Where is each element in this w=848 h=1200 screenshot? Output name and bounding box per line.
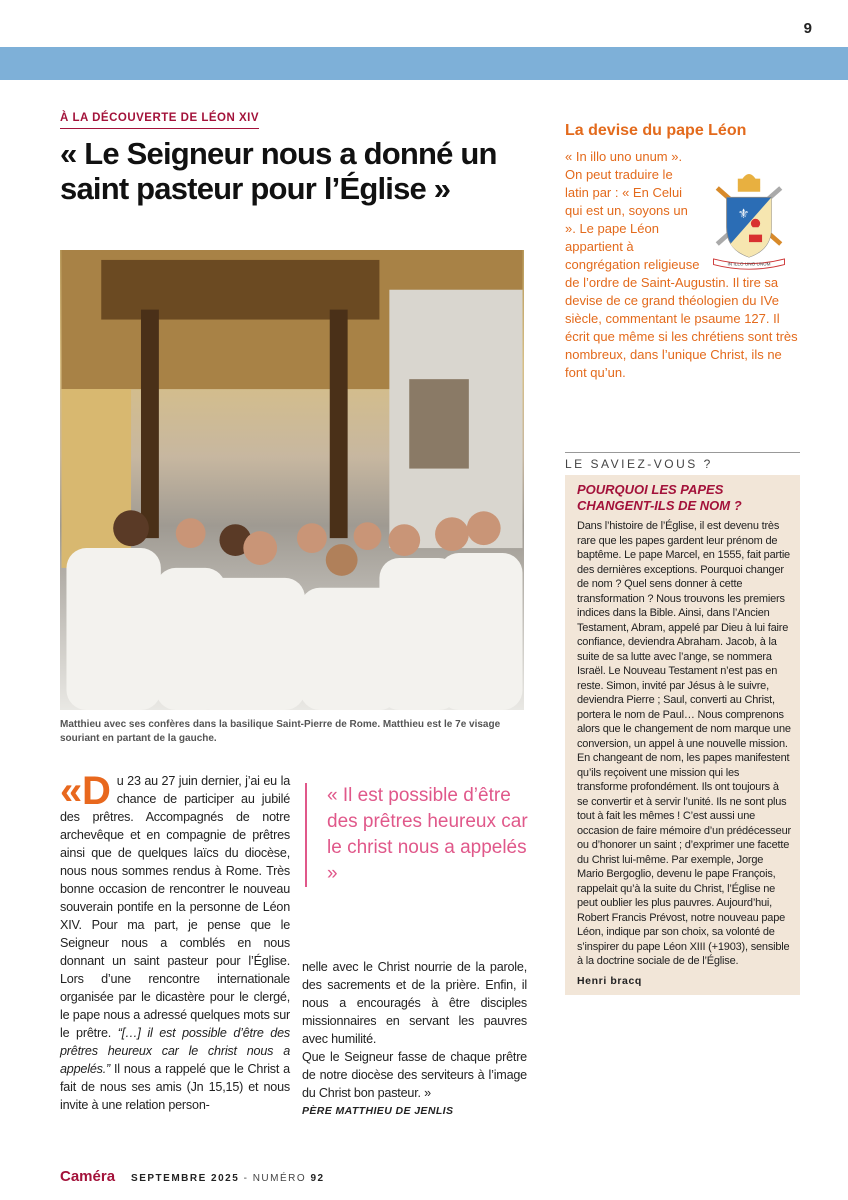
sidebar-author: Henri bracq xyxy=(577,974,642,987)
body-text: u 23 au 27 juin dernier, j’ai eu la chance de participer au jubilé des prêtres. Accompagnés de notre archevêque et en compagnie de prêtres ainsi que de quelques laïcs du diocèse, nous nous sommes rendus à Rome. Très bonne occasion de rencontrer le nouveau souverain pontife en la personne de Léon XIV. Pour ma part, je pense que le Seigneur nous a comblés en nous donnant un saint pasteur pour l’Église. Lors d’une rencontre internationale organisée par le dicastère pour le clergé, le pape nous a adressé quelques mots sur le prêtre. xyxy=(60,774,290,1040)
drop-cap: «D xyxy=(60,769,111,813)
devise-text: « In illo uno unum ». On peut traduire le latin par : « En Celui qui est un, soyons un ». Le pape Léon appartient à congrégation religieuse de l’ordre de Saint-Augustin. Il tire sa devise de ce grand théologien du IVe siècle, commentant le psaume 127. Il écrit que même si les chrétiens sont très nombreux, dans l’unique Christ, ils ne font qu’un. xyxy=(565,149,798,380)
papal-coat-of-arms-icon xyxy=(704,160,794,272)
header-band xyxy=(0,47,848,80)
article-photo xyxy=(60,250,524,710)
devise-title: La devise du pape Léon xyxy=(565,122,747,139)
footer xyxy=(60,1168,325,1185)
svg-text:⚜: ⚜ xyxy=(737,205,750,221)
coat-of-arms-motto: IN ILLO UNO UNUM xyxy=(727,261,771,267)
issue-info xyxy=(131,1173,325,1184)
body-paragraph: Que le Seigneur fasse de chaque prêtre de notre diocèse des serviteurs à l’image du Christ bon pasteur. » xyxy=(302,1050,527,1100)
sidebar-title: POURQUOI LES PAPES CHANGENT-ILS DE NOM ? xyxy=(577,482,742,513)
magazine-brand: Caméra xyxy=(60,1168,116,1185)
sidebar-label: LE SAVIEZ-VOUS ? xyxy=(565,457,713,471)
pull-quote: « Il est possible d’être des prêtres heureux car le christ nous a appelés » xyxy=(305,783,530,887)
article-headline: « Le Seigneur nous a donné un saint pasteur pour l’Église » xyxy=(60,136,497,206)
devise-box xyxy=(565,148,800,382)
photo-caption: Matthieu avec ses confères dans la basilique Saint-Pierre de Rome. Matthieu est le 7e visage souriant en partant de la gauche. xyxy=(60,719,501,744)
page-number: 9 xyxy=(803,20,812,37)
article-kicker: À LA DÉCOUVERTE DE LÉON XIV xyxy=(60,112,259,129)
sidebar-text: Dans l’histoire de l’Église, il est devenu très rare que les papes gardent leur prénom de baptême. Le pape Marcel, en 1555, fait partie des dernières exceptions. Pourquoi changer de nom ? Quel sens donner à cette transformation ? Nous trouvons les premiers indices dans la Bible. Ainsi, dans l’Ancien Testament, Abram, appelé par Dieu à lui faire confiance, deviendra Abraham. Jacob, à la suite de sa lutte avec l’ange, se nommera Israël. Le Nouveau Testament n’est pas en reste. Simon, invité par Jésus à le suivre, deviendra Pierre ; Saul, converti au Christ, portera le nom de Paul… Nous comprenons alors que le changement de nom marque une conversion, un appel à une nouvelle mission. En changeant de nom, les papes manifestent qu’ils reçoivent une mission qui les transforme profondément. Ils ont toujours à se convertir et à servir l’unité. Ils ne sont plus tout à fait les mêmes ! C’est aussi une occasion de faire mémoire d’un prédécesseur ou d’honorer un saint ; d’exprimer une facette du Christ lui-même. Par exemple, Jorge Mario Bergoglio, devenu le pape François, rappelait qu’à la suite du Christ, l’Église ne peut oublier les plus pauvres. Aujourd’hui, Robert Francis Prévost, notre nouveau pape Léon, indique par son choix, sa volonté de s’inspirer du pape Léon XIII (+1903), sensible à la doctrine sociale de de l’Église. xyxy=(577,520,791,967)
issue-date: SEPTEMBRE 2025 xyxy=(131,1173,240,1184)
body-text: Il nous a rappelé que le Christ a fait de nous ses amis (Jn 15,15) et nous invite à une relation person- xyxy=(60,1062,290,1112)
article-body-column-1 xyxy=(60,769,290,1114)
separator: - xyxy=(239,1173,253,1184)
divider xyxy=(565,452,800,453)
article-body-column-2 xyxy=(302,958,527,1120)
article-signature: PÈRE MATTHIEU DE JENLIS xyxy=(302,1105,454,1117)
photo-illustration xyxy=(60,250,524,710)
body-paragraph: nelle avec le Christ nourrie de la parole, des sacrements et de la prière. Enfin, il nous a encouragés à être disciples missionnaires en servant les pauvres avec humilité. xyxy=(302,960,527,1046)
body-quote: “[…] il est possible d’être des prêtres heureux car le christ nous a appelés.” xyxy=(60,1026,290,1076)
issue-label: NUMÉRO xyxy=(252,1173,307,1184)
sidebar-box xyxy=(565,475,800,995)
issue-number: 92 xyxy=(310,1173,325,1184)
